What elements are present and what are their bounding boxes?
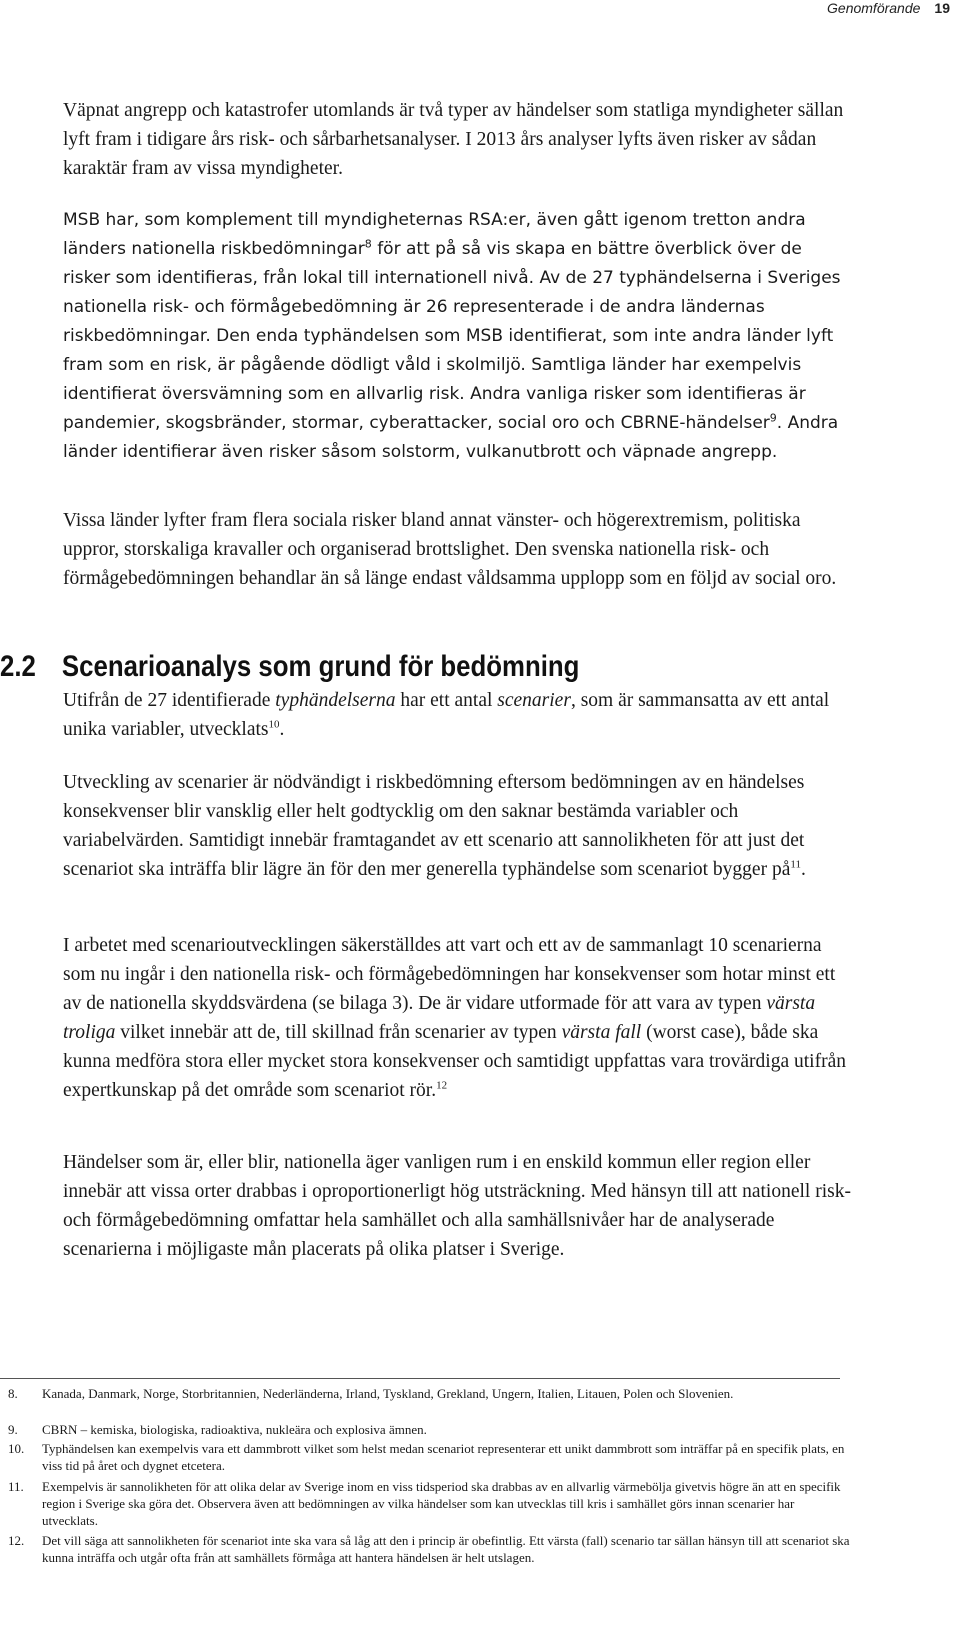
footnote-text: Typhändelsen kan exempelvis vara ett dammbrott vilket som helst medan scenariot representerar ett unikt dammbrott som inträffar på en specifik plats, en viss tid på året och dygnet etcetera.: [42, 1441, 845, 1473]
paragraph-6-part-c: (worst case), både ska kunna medföra stora eller mycket stora konsekvenser och samtidigt uppfattas vara trovärdiga utifrån expertkunskap på det område som scenariot rör.: [63, 1022, 846, 1101]
term-varsta-troliga: värsta troliga: [63, 993, 816, 1043]
paragraph-5: [63, 768, 853, 884]
paragraph-2-part-b: för att på så vis skapa en bättre överblick över de risker som identifieras, från lokal till internationell nivå. Av de 27 typhändelserna i Sveriges nationella risk- och förmågebedömning är 26 representerade i de andra ländernas riskbedömningar. Den enda typhändelsen som MSB identifierat, som inte andra länder lyft fram som en risk, är pågående dödligt våld i skolmiljö. Samtliga länder har exempelvis identifierat översvämning som en allvarlig risk. Andra vanliga risker som identifieras är pandemier, skogsbränder, stormar, cyberattacker, social oro och CBRNE-händelser: [63, 239, 841, 433]
footnote-number: 12.: [8, 1533, 25, 1548]
footnote-ref-11[interactable]: 11: [790, 858, 801, 871]
section-heading: [0, 650, 826, 690]
term-scenarier: scenarier: [497, 690, 571, 711]
paragraph-2: [63, 206, 853, 467]
footnote-text: Exempelvis är sannolikheten för att olika delar av Sverige inom en viss tidsperiod ska drabbas av en allvarlig värmebölja givetvis högre än att en specifik region i Sverige ska göra det. Observera även att bedömningen av vilka händelser som kan utvecklas till kris i samhället görs innan scenarier har utvecklats.: [42, 1479, 841, 1528]
paragraph-6: [63, 931, 853, 1105]
footnote-divider: [0, 1378, 840, 1379]
term-varsta-fall: värsta fall: [561, 1022, 642, 1043]
footnote-text: CBRN – kemiska, biologiska, radioaktiva, nukleära och explosiva ämnen.: [42, 1422, 427, 1437]
footnote-ref-12[interactable]: 12: [436, 1079, 448, 1092]
footnote-number: 9.: [8, 1422, 18, 1437]
paragraph-4-part-c: , som är sammansatta av ett antal unika variabler, utvecklats: [63, 690, 830, 740]
footnote-text: Kanada, Danmark, Norge, Storbritannien, Nederländerna, Irland, Tyskland, Grekland, Ungern, Italien, Litauen, Polen och Slovenien.: [42, 1386, 734, 1401]
footnote-ref-10[interactable]: 10: [268, 718, 280, 731]
footnote-number: 11.: [8, 1479, 24, 1494]
page-number: 19: [934, 0, 950, 16]
paragraph-6-part-a: I arbetet med scenarioutvecklingen säkerställdes att vart och ett av de sammanlagt 10 scenarierna som nu ingår i den nationella risk- och förmågebedömningen har konsekvenser som hotar minst ett av de nationella skyddsvärdena (se bilaga 3). De är vidare utformade för att vara av typen: [63, 935, 836, 1014]
footnote-ref-9[interactable]: 9: [769, 411, 777, 425]
paragraph-4-part-d: .: [279, 719, 285, 740]
footnote-number: 10.: [8, 1441, 25, 1456]
page-header: [827, 0, 960, 18]
section-title: Scenarioanalys som grund för bedömning: [61, 650, 580, 683]
running-header-title: Genomförande: [827, 0, 921, 16]
paragraph-7: Händelser som är, eller blir, nationella äger vanligen rum i en enskild kommun eller region eller innebär att vissa orter drabbas i oproportionerligt hög utsträckning. Med hänsyn till att nationell risk- och förmågebedömning omfattar hela samhället och alla samhällsnivåer har de analyserade scenarierna i möjligaste mån placerats på olika platser i Sverige.: [63, 1152, 851, 1260]
paragraph-6-part-b: vilket innebär att de, till skillnad från scenarier av typen: [115, 1022, 562, 1043]
footnote-ref-8[interactable]: 8: [364, 237, 372, 251]
paragraph-4: [63, 686, 853, 744]
paragraph-2-part-c: . Andra länder identifierar även risker såsom solstorm, vulkanutbrott och väpnade angrepp.: [63, 413, 839, 462]
footnote-text: Det vill säga att sannolikheten för scenariot inte ska vara så låg att den i princip är obefintlig. Ett värsta (fall) scenario tar sällan hänsyn till att scenariot ska kunna inträffa och utgår ofta från att samhällets förmåga att hantera händelsen är helt utslagen.: [42, 1533, 850, 1565]
paragraph-4-part-a: Utifrån de 27 identifierade: [63, 690, 276, 711]
paragraph-1: Väpnat angrepp och katastrofer utomlands är två typer av händelser som statliga myndigheter sällan lyft fram i tidigare års risk- och sårbarhetsanalyser. I 2013 års analyser lyfts även risker av sådan karaktär fram av vissa myndigheter.: [63, 100, 844, 179]
paragraph-4-part-b: har ett antal: [395, 690, 498, 711]
footnote-number: 8.: [8, 1386, 18, 1401]
paragraph-2-part-a: MSB har, som komplement till myndigheternas RSA:er, även gått igenom tretton andra länders nationella riskbedömningar: [63, 210, 806, 259]
paragraph-3: Vissa länder lyfter fram flera sociala risker bland annat vänster- och högerextremism, politiska uppror, storskaliga kravaller och organiserad brottslighet. Den svenska nationella risk- och förmågebedömningen behandlar än så länge endast våldsamma upplopp som en följd av social oro.: [63, 510, 837, 589]
section-number: 2.2: [0, 650, 36, 683]
paragraph-5-part-b: .: [800, 859, 806, 880]
term-typhandelserna: typhändelserna: [275, 690, 396, 711]
paragraph-5-part-a: Utveckling av scenarier är nödvändigt i riskbedömning eftersom bedömningen av en händelses konsekvenser blir vansklig eller helt godtycklig om den saknar bestämda variabler och variabelvärden. Samtidigt innebär framtagandet av ett scenario att sannolikheten för att just det scenariot ska inträffa blir lägre än för den mer generella typhändelse som scenariot bygger på: [63, 772, 805, 880]
